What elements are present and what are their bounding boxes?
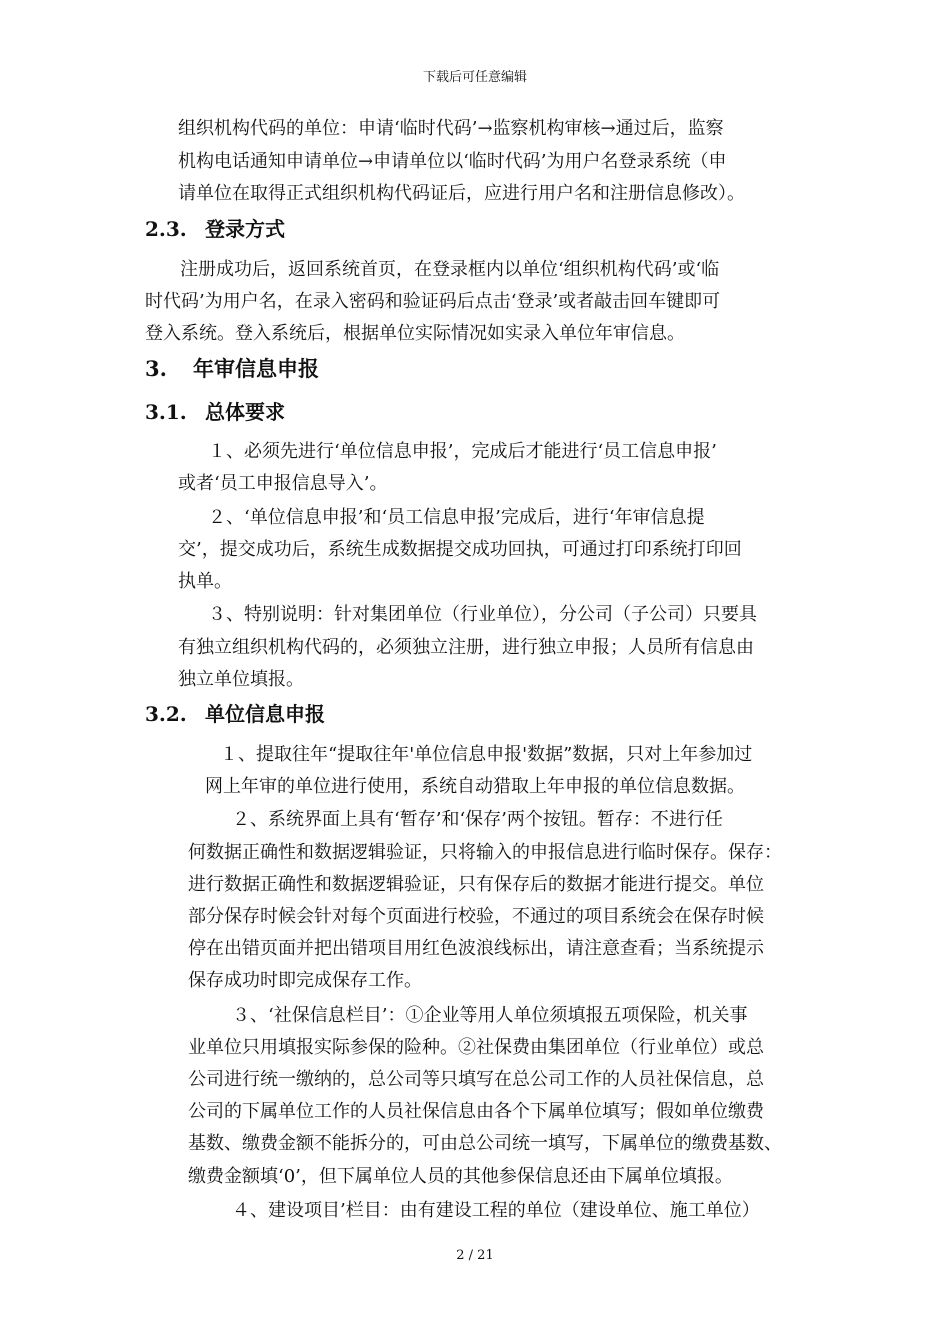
paragraph-line: 基数、缴费金额不能拆分的，可由总公司统一填写，下属单位的缴费基数、 [188, 1133, 782, 1154]
section-heading-3-2 [145, 701, 325, 727]
paragraph-line: １、提取往年“提取往年'单位信息申报'数据”数据，只对上年参加过 [220, 744, 753, 765]
paragraph-line: 停在出错页面并把出错项目用红色波浪线标出，请注意查看；当系统提示 [188, 938, 764, 959]
paragraph-line: 独立单位填报。 [178, 669, 304, 690]
section-heading-3 [145, 355, 319, 383]
page-number: 2 / 21 [456, 1248, 494, 1263]
paragraph-line: 或者‘员工申报信息导入’。 [178, 473, 388, 494]
paragraph-line: ３、特别说明：针对集团单位（行业单位），分公司（子公司）只要具 [208, 604, 757, 625]
section-title: 单位信息申报 [205, 702, 325, 726]
paragraph-line: 有独立组织机构代码的，必须独立注册，进行独立申报；人员所有信息由 [178, 637, 754, 658]
paragraph-line: 公司的下属单位工作的人员社保信息由各个下属单位填写；假如单位缴费 [188, 1101, 764, 1122]
paragraph-line: ３、‘社保信息栏目’：①企业等用人单位须填报五项保险，机关事 [232, 1005, 748, 1026]
paragraph-line: 机构电话通知申请单位→申请单位以‘临时代码’为用户名登录系统（申 [178, 151, 727, 172]
paragraph-line: 公司进行统一缴纳的，总公司等只填写在总公司工作的人员社保信息，总 [188, 1069, 764, 1090]
section-heading-3-1 [145, 399, 285, 425]
paragraph-line: 保存成功时即完成保存工作。 [188, 970, 422, 991]
paragraph-line: １、必须先进行‘单位信息申报’，完成后才能进行‘员工信息申报’ [208, 441, 717, 462]
paragraph-line: 时代码’为用户名，在录入密码和验证码后点击‘登录’或者敲击回车键即可 [145, 291, 721, 312]
section-heading-2-3 [145, 216, 285, 242]
paragraph-line: 何数据正确性和数据逻辑验证，只将输入的申报信息进行临时保存。保存： [188, 842, 782, 863]
paragraph-line: 交’，提交成功后，系统生成数据提交成功回执，可通过打印系统打印回 [178, 539, 742, 560]
paragraph-line: 注册成功后，返回系统首页，在登录框内以单位‘组织机构代码’或‘临 [180, 259, 720, 280]
paragraph-line: 登入系统。登入系统后，根据单位实际情况如实录入单位年审信息。 [145, 323, 685, 344]
paragraph-line: ４、建设项目’栏目：由有建设工程的单位（建设单位、施工单位） [232, 1200, 760, 1221]
section-title: 总体要求 [205, 400, 285, 424]
paragraph-line: 组织机构代码的单位：申请‘临时代码’→监察机构审核→通过后，监察 [178, 118, 724, 139]
section-number: 3.1. [145, 400, 187, 424]
paragraph-line: 部分保存时候会针对每个页面进行校验，不通过的项目系统会在保存时候 [188, 906, 764, 927]
paragraph-line: 网上年审的单位进行使用，系统自动猎取上年申报的单位信息数据。 [205, 776, 745, 797]
section-number: 2.3. [145, 217, 187, 241]
page-header: 下载后可任意编辑 [422, 70, 527, 85]
paragraph-line: 业单位只用填报实际参保的险种。②社保费由集团单位（行业单位）或总 [188, 1037, 764, 1058]
paragraph-line: 缴费金额填‘0’，但下属单位人员的其他参保信息还由下属单位填报。 [188, 1166, 733, 1187]
section-title: 年审信息申报 [193, 356, 319, 381]
paragraph-line: 进行数据正确性和数据逻辑验证，只有保存后的数据才能进行提交。单位 [188, 874, 764, 895]
paragraph-line: 执单。 [178, 571, 232, 592]
section-title: 登录方式 [205, 217, 285, 241]
paragraph-line: ２、‘单位信息申报’和‘员工信息申报’完成后，进行‘年审信息提 [208, 507, 705, 528]
paragraph-line: ２、系统界面上具有‘暂存’和‘保存’两个按钮。暂存：不进行任 [232, 809, 723, 830]
section-number: 3. [145, 356, 167, 381]
section-number: 3.2. [145, 702, 187, 726]
paragraph-line: 请单位在取得正式组织机构代码证后，应进行用户名和注册信息修改）。 [178, 183, 745, 204]
